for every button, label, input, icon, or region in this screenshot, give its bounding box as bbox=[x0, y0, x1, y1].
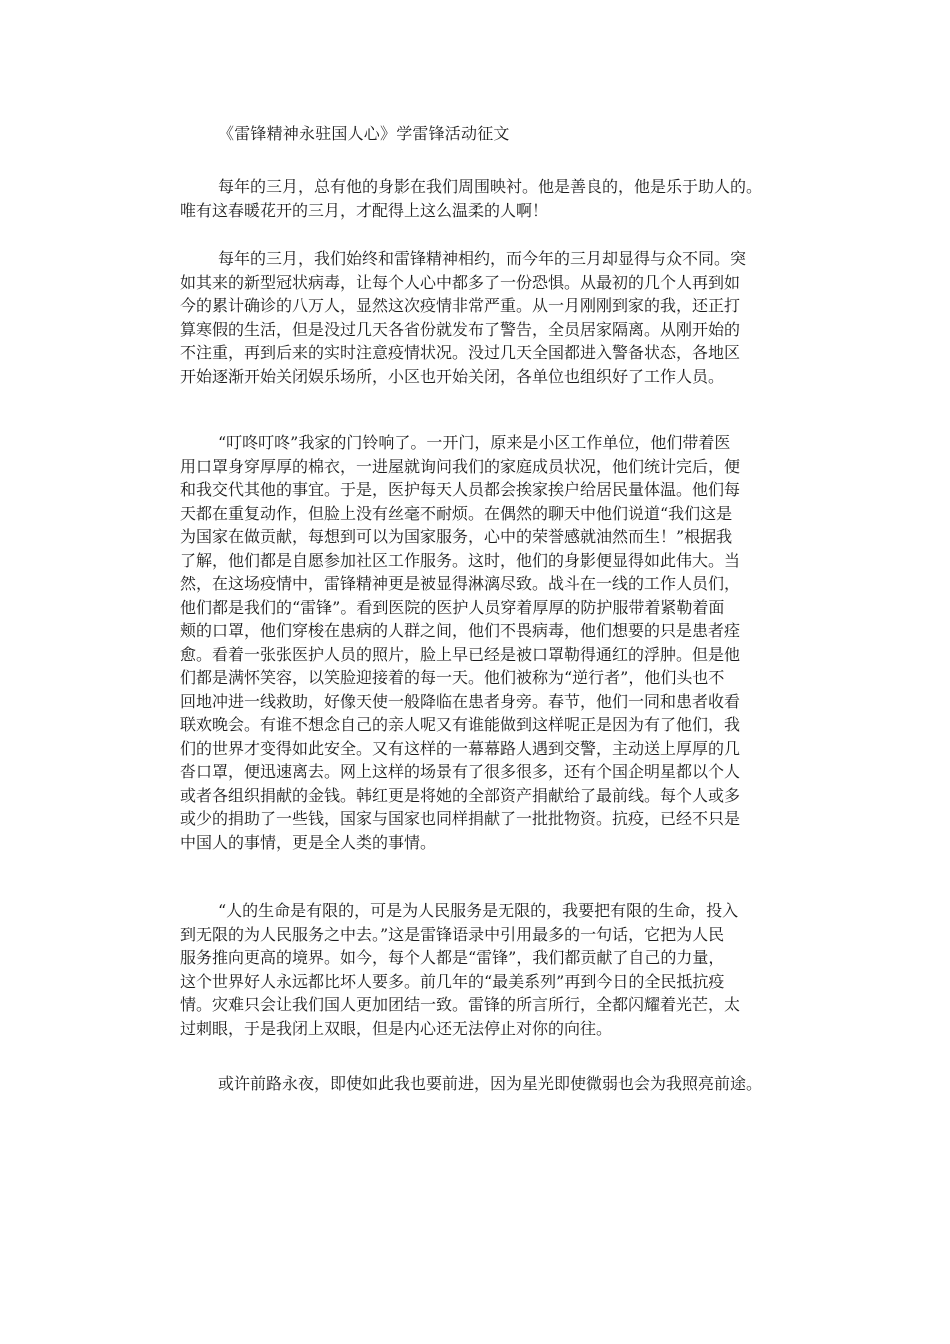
paragraph-2 bbox=[180, 247, 790, 388]
paragraph-line: 情。灾难只会让我们国人更加团结一致。雷锋的所言所行，全都闪耀着光芒，太 bbox=[180, 995, 741, 1014]
paragraph-line: 天都在重复动作，但脸上没有丝毫不耐烦。在偶然的聊天中他们说道“我们这是 bbox=[180, 503, 733, 523]
paragraph-line: 们都是满怀笑容，以笑脸迎接着的每一天。他们被称为“逆行者”，他们头也不 bbox=[180, 668, 725, 687]
paragraph-line: 用口罩身穿厚厚的棉衣，一进屋就询问我们的家庭成员状况，他们统计完后，便 bbox=[180, 456, 741, 476]
document-title: 《雷锋精神永驻国人心》学雷锋活动征文 bbox=[218, 124, 510, 143]
paragraph-4 bbox=[180, 899, 790, 1040]
paragraph-line: 如其来的新型冠状病毒，让每个人心中都多了一份恐惧。从最初的几个人再到如 bbox=[180, 272, 741, 292]
paragraph-line: 们的世界才变得如此安全。又有这样的一幕幕路人遇到交警，主动送上厚厚的几 bbox=[180, 738, 741, 758]
paragraph-line: 过刺眼，于是我闭上双眼，但是内心还无法停止对你的向往。 bbox=[180, 1018, 613, 1038]
paragraph-line: 今的累计确诊的八万人，显然这次疫情非常严重。从一月刚刚到家的我，还正打 bbox=[180, 296, 741, 315]
paragraph-line: 了解，他们都是自愿参加社区工作服务。这时，他们的身影便显得如此伟大。当 bbox=[180, 550, 741, 570]
paragraph-1 bbox=[180, 175, 790, 222]
paragraph-line: 然，在这场疫情中，雷锋精神更是被显得淋漓尽致。战斗在一线的工作人员们， bbox=[180, 574, 741, 593]
paragraph-line: 和我交代其他的事宜。于是，医护每天人员都会挨家挨户给居民量体温。他们每 bbox=[180, 480, 741, 499]
paragraph-line: 这个世界好人永远都比坏人要多。前几年的“最美系列”再到今日的全民抵抗疫 bbox=[180, 971, 725, 991]
paragraph-line: “叮咚叮咚”我家的门铃响了。一开门，原来是小区工作单位，他们带着医 bbox=[218, 433, 731, 452]
paragraph-line: 他们都是我们的“雷锋”。看到医院的医护人员穿着厚厚的防护服带着紧勒着面 bbox=[180, 597, 725, 617]
paragraph-line: 开始逐渐开始关闭娱乐场所，小区也开始关闭，各单位也组织好了工作人员。 bbox=[180, 366, 725, 386]
paragraph-line: 不注重，再到后来的实时注意疫情状况。没过几天全国都进入警备状态，各地区 bbox=[180, 343, 741, 362]
paragraph-line: 每年的三月，我们始终和雷锋精神相约，而今年的三月却显得与众不同。突 bbox=[218, 249, 747, 268]
paragraph-line: 服务推向更高的境界。如今，每个人都是“雷锋”，我们都贡献了自己的力量， bbox=[180, 948, 725, 967]
paragraph-line: 颊的口罩，他们穿梭在患病的人群之间，他们不畏病毒，他们想要的只是患者痊 bbox=[180, 621, 741, 640]
paragraph-3 bbox=[180, 431, 790, 854]
paragraph-line: 中国人的事情，更是全人类的事情。 bbox=[180, 832, 437, 852]
paragraph-line: 唯有这春暖花开的三月，才配得上这么温柔的人啊！ bbox=[180, 200, 549, 220]
paragraph-line: 或者各组织捐献的金钱。韩红更是将她的全部资产捐献给了最前线。每个人或多 bbox=[180, 785, 741, 805]
paragraph-line: 愈。看着一张张医护人员的照片，脸上早已经是被口罩勒得通红的浮肿。但是他 bbox=[180, 644, 741, 664]
paragraph-line: 联欢晚会。有谁不想念自己的亲人呢又有谁能做到这样呢正是因为有了他们，我 bbox=[180, 715, 741, 734]
paragraph-line: 算寒假的生活，但是没过几天各省份就发布了警告，全员居家隔离。从刚开始的 bbox=[180, 319, 741, 339]
paragraph-5 bbox=[180, 1072, 790, 1096]
paragraph-line: “人的生命是有限的，可是为人民服务是无限的，我要把有限的生命，投入 bbox=[218, 901, 739, 920]
paragraph-line: 每年的三月，总有他的身影在我们周围映衬。他是善良的，他是乐于助人的。 bbox=[218, 177, 763, 196]
paragraph-line: 沓口罩，便迅速离去。网上这样的场景有了很多很多，还有个国企明星都以个人 bbox=[180, 762, 741, 781]
paragraph-line: 回地冲进一线救助，好像天使一般降临在患者身旁。春节，他们一同和患者收看 bbox=[180, 691, 741, 711]
paragraph-line: 到无限的为人民服务之中去。”这是雷锋语录中引用最多的一句话，它把为人民 bbox=[180, 924, 725, 944]
paragraph-line: 为国家在做贡献，每想到可以为国家服务，心中的荣誉感就油然而生！”根据我 bbox=[180, 527, 733, 546]
paragraph-line: 或许前路永夜，即使如此我也要前进，因为星光即使微弱也会为我照亮前途。 bbox=[218, 1074, 763, 1093]
paragraph-line: 或少的捐助了一些钱，国家与国家也同样捐献了一批批物资。抗疫，已经不只是 bbox=[180, 809, 741, 828]
